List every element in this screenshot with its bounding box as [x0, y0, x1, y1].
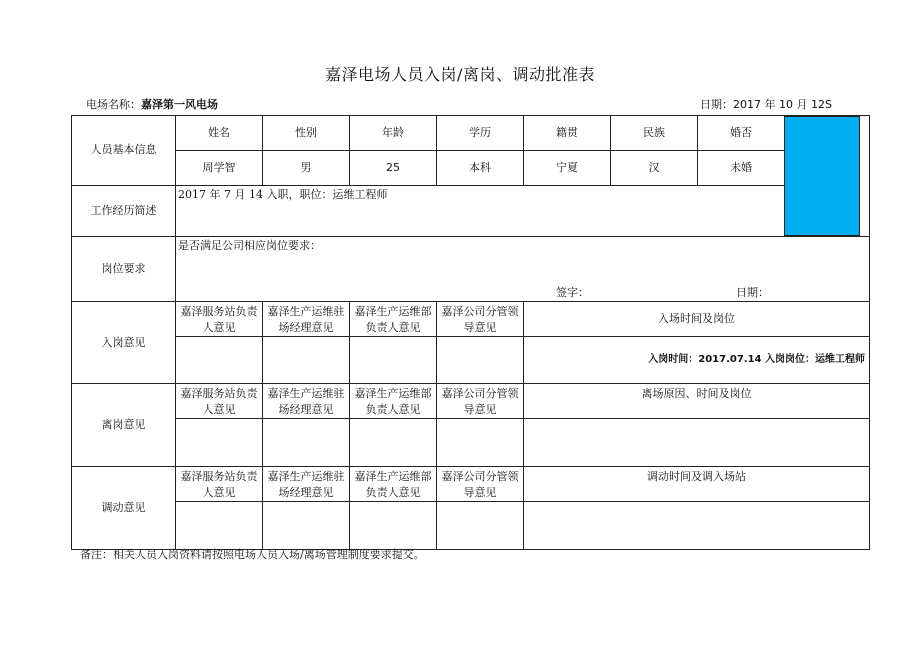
- work-history-label: 工作经历简述: [72, 185, 176, 236]
- header-gender: 性别: [263, 116, 350, 151]
- entry-label: 入岗意见: [72, 302, 176, 384]
- photo-cell: [785, 116, 870, 237]
- entry-time-post-value: 入岗时间：2017.07.14 入岗岗位：运维工程师: [524, 337, 870, 384]
- transfer-header-site-manager: 嘉泽生产运维驻场经理意见: [263, 467, 350, 502]
- date-line: [700, 96, 832, 112]
- transfer-label: 调动意见: [72, 467, 176, 550]
- entry-header-company-leader: 嘉泽公司分管领导意见: [437, 302, 524, 337]
- site-name-line: [86, 96, 218, 112]
- leave-cell-ops-head: [350, 419, 437, 467]
- site-label: 电场名称：: [86, 98, 141, 111]
- entry-cell-company-leader: [437, 337, 524, 384]
- entry-header-station: 嘉泽服务站负责人意见: [176, 302, 263, 337]
- approval-table: [71, 115, 870, 550]
- entry-cell-station: [176, 337, 263, 384]
- post-requirement-label: 岗位要求: [72, 237, 176, 302]
- leave-cell-site-manager: [263, 419, 350, 467]
- leave-cell-reason: [524, 419, 870, 467]
- value-gender: 男: [263, 151, 350, 185]
- transfer-header-ops-head: 嘉泽生产运维部负责人意见: [350, 467, 437, 502]
- transfer-cell-company-leader: [437, 502, 524, 550]
- header-ethnicity: 民族: [611, 116, 698, 151]
- leave-header-reason: 离场原因、时间及岗位: [524, 384, 870, 419]
- entry-cell-site-manager: [263, 337, 350, 384]
- leave-header-site-manager: 嘉泽生产运维驻场经理意见: [263, 384, 350, 419]
- post-requirement-text: 是否满足公司相应岗位要求：: [178, 239, 321, 252]
- post-requirement-cell: [176, 237, 870, 302]
- value-origin: 宁夏: [524, 151, 611, 185]
- transfer-cell-station: [176, 502, 263, 550]
- site-name: 嘉泽第一风电场: [141, 98, 218, 111]
- header-origin: 籍贯: [524, 116, 611, 151]
- leave-cell-company-leader: [437, 419, 524, 467]
- leave-header-company-leader: 嘉泽公司分管领导意见: [437, 384, 524, 419]
- sign-label: 签字：: [556, 286, 589, 299]
- entry-cell-ops-head: [350, 337, 437, 384]
- header-education: 学历: [437, 116, 524, 151]
- leave-header-station: 嘉泽服务站负责人意见: [176, 384, 263, 419]
- form-title: 嘉泽电场人员入岗/离岗、调动批准表: [325, 65, 595, 84]
- basic-info-label: 人员基本信息: [72, 116, 176, 186]
- transfer-header-station: 嘉泽服务站负责人意见: [176, 467, 263, 502]
- footnote: 备注：相关人员入岗资料请按照电场人员入场/离场管理制度要求提交。: [80, 548, 425, 561]
- post-date-label: 日期：: [736, 286, 769, 299]
- leave-label: 离岗意见: [72, 384, 176, 467]
- value-marital: 未婚: [698, 151, 785, 185]
- entry-header-time-post: 入场时间及岗位: [524, 302, 870, 337]
- entry-header-site-manager: 嘉泽生产运维驻场经理意见: [263, 302, 350, 337]
- transfer-header-time-site: 调动时间及调入场站: [524, 467, 870, 502]
- photo-placeholder: [784, 116, 860, 236]
- value-education: 本科: [437, 151, 524, 185]
- leave-cell-station: [176, 419, 263, 467]
- transfer-cell-ops-head: [350, 502, 437, 550]
- date-value: 2017 年 10 月 12S: [733, 98, 832, 111]
- work-history-text: 2017 年 7 月 14 入职，职位：运维工程师: [176, 185, 785, 236]
- entry-header-ops-head: 嘉泽生产运维部负责人意见: [350, 302, 437, 337]
- leave-header-ops-head: 嘉泽生产运维部负责人意见: [350, 384, 437, 419]
- header-name: 姓名: [176, 116, 263, 151]
- header-age: 年龄: [350, 116, 437, 151]
- value-name: 周学智: [176, 151, 263, 185]
- header-marital: 婚否: [698, 116, 785, 151]
- value-age: 25: [350, 151, 437, 185]
- date-label: 日期：: [700, 98, 733, 111]
- value-ethnicity: 汉: [611, 151, 698, 185]
- transfer-header-company-leader: 嘉泽公司分管领导意见: [437, 467, 524, 502]
- transfer-cell-site-manager: [263, 502, 350, 550]
- transfer-cell-time-site: [524, 502, 870, 550]
